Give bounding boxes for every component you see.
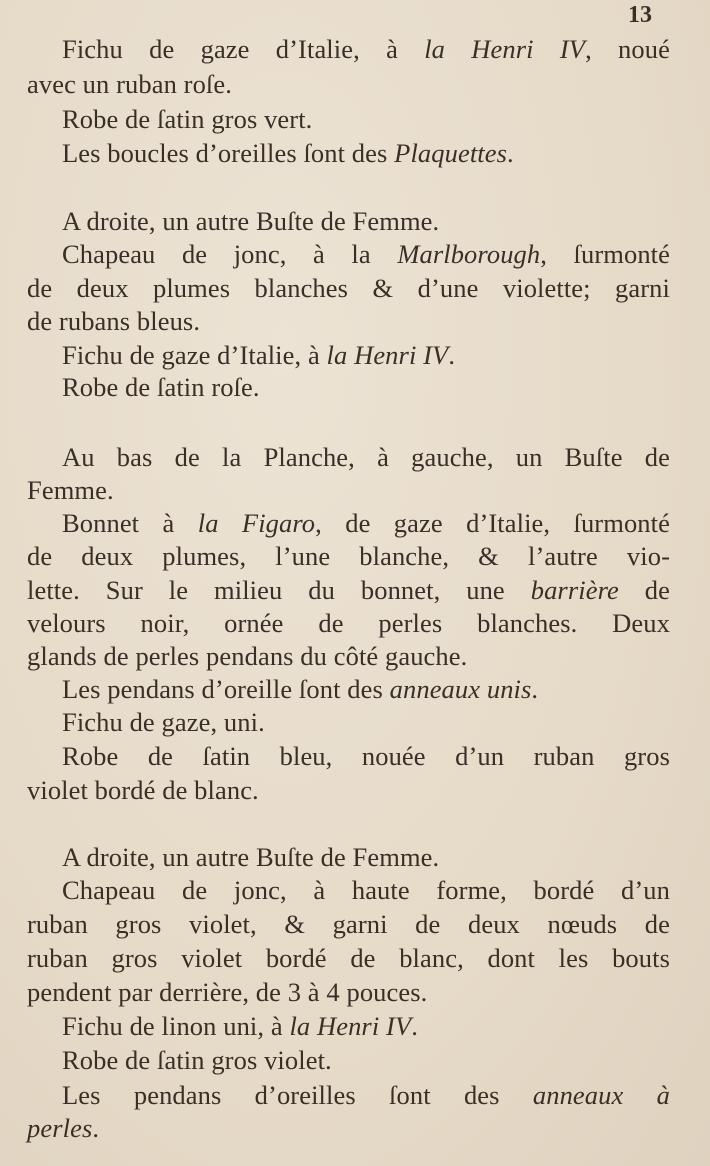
italic-text: anneaux à xyxy=(532,1080,670,1110)
italic-text: la Figaro xyxy=(197,508,316,538)
text-line xyxy=(62,103,670,135)
text-line xyxy=(62,205,670,237)
text-segment: . xyxy=(507,138,514,168)
text-segment: , ſurmonté xyxy=(540,239,670,269)
italic-text: la Henri IV xyxy=(326,340,449,370)
italic-text: la Henri IV xyxy=(289,1011,412,1041)
text-segment: velours noir, ornée de perles blanches. Deux xyxy=(27,608,670,638)
text-line xyxy=(62,441,670,473)
text-segment: avec un ruban roſe. xyxy=(27,69,232,99)
text-segment: Les pendans d’oreille ſont des xyxy=(62,674,390,704)
text-segment: Fichu de linon uni, à xyxy=(62,1011,290,1041)
italic-text: la Henri IV xyxy=(424,34,586,64)
text-segment: lette. Sur le milieu du bonnet, une xyxy=(27,575,531,605)
text-segment: . xyxy=(448,340,456,370)
text-segment: Fichu de gaze, uni. xyxy=(62,707,265,737)
text-line xyxy=(27,574,670,606)
text-segment: A droite, un autre Buſte de Femme. xyxy=(62,842,440,872)
text-line xyxy=(27,640,670,672)
text-segment: Les pendans d’oreilles ſont des xyxy=(62,1080,533,1110)
text-segment: , noué xyxy=(585,34,670,64)
text-segment: violet bordé de blanc. xyxy=(27,775,259,805)
text-line xyxy=(27,305,670,337)
text-line xyxy=(62,33,670,65)
text-line xyxy=(62,1010,670,1042)
text-line xyxy=(27,68,670,100)
text-line xyxy=(27,942,670,974)
italic-text: Marlborough xyxy=(397,239,541,269)
text-segment: Au bas de la Planche, à gauche, un Buſte de xyxy=(62,442,670,472)
text-segment: Fichu de gaze d’Italie, à xyxy=(62,340,327,370)
text-segment: Robe de ſatin gros vert. xyxy=(62,104,313,134)
text-line xyxy=(62,1044,670,1076)
text-segment: de deux plumes, l’une blanche, & l’autre vio- xyxy=(27,541,670,571)
text-segment: de deux plumes blanches & d’une violette; garni xyxy=(27,273,670,303)
text-segment: glands de perles pendans du côté gauche. xyxy=(27,641,468,671)
italic-text: Plaquettes xyxy=(394,138,508,168)
text-segment: pendent par derrière, de 3 à 4 pouces. xyxy=(27,977,428,1007)
text-segment: Les boucles d’oreilles ſont des xyxy=(62,138,395,168)
text-segment: Robe de ſatin roſe. xyxy=(62,372,260,402)
text-segment: , de gaze d’Italie, ſurmonté xyxy=(315,508,670,538)
text-line xyxy=(27,908,670,940)
text-segment: . xyxy=(411,1011,418,1041)
text-segment: Chapeau de jonc, à haute forme, bordé d’un xyxy=(62,875,670,905)
text-line xyxy=(27,474,670,506)
text-segment: Chapeau de jonc, à la xyxy=(62,239,398,269)
text-line xyxy=(27,607,670,639)
italic-text: barrière xyxy=(530,575,619,605)
text-segment: Fichu de gaze d’Italie, à xyxy=(62,34,425,64)
text-line xyxy=(62,874,670,906)
text-line xyxy=(27,1112,670,1144)
text-segment: ruban gros violet, & garni de deux nœuds de xyxy=(27,909,670,939)
text-segment: . xyxy=(92,1113,100,1143)
text-line xyxy=(62,371,670,403)
text-line xyxy=(62,339,670,371)
text-segment: Femme. xyxy=(27,475,114,505)
italic-text: perles xyxy=(27,1113,93,1143)
text-line xyxy=(27,774,670,806)
text-line xyxy=(62,706,670,738)
text-line xyxy=(62,238,670,270)
italic-text: anneaux unis xyxy=(389,674,532,704)
text-segment: Robe de ſatin gros violet. xyxy=(62,1045,332,1075)
text-line xyxy=(62,137,670,169)
text-line xyxy=(62,507,670,539)
text-segment: . xyxy=(531,674,539,704)
text-line xyxy=(62,740,670,772)
text-segment: de xyxy=(618,575,671,605)
text-segment: Bonnet à xyxy=(62,508,198,538)
text-line xyxy=(27,272,670,304)
page-number: 13 xyxy=(628,2,652,28)
text-line xyxy=(27,976,670,1008)
text-line xyxy=(27,540,670,572)
text-line xyxy=(62,1079,670,1111)
text-segment: ruban gros violet bordé de blanc, dont les bouts xyxy=(27,943,670,973)
text-segment: de rubans bleus. xyxy=(27,306,201,336)
text-line xyxy=(62,673,670,705)
text-line xyxy=(62,841,670,873)
text-segment: Robe de ſatin bleu, nouée d’un ruban gros xyxy=(62,741,670,771)
text-segment: A droite, un autre Buſte de Femme. xyxy=(62,206,440,236)
